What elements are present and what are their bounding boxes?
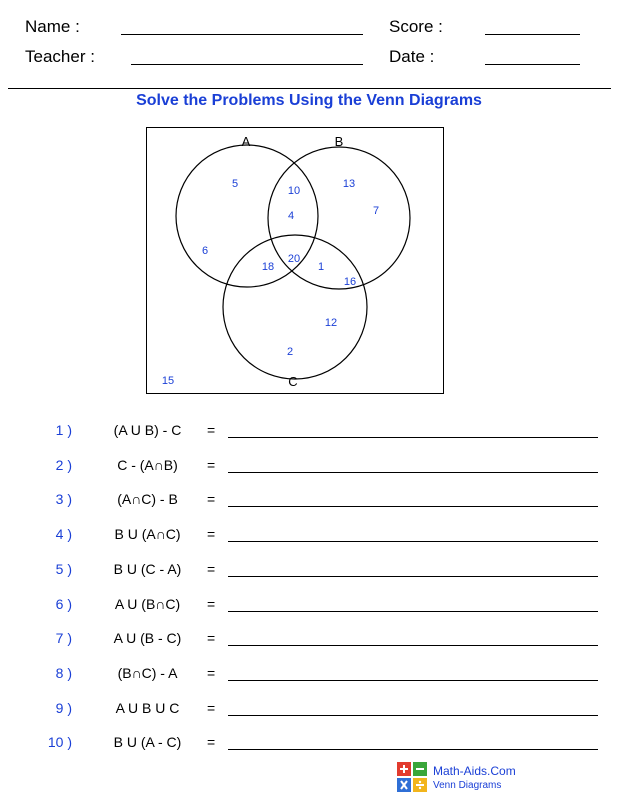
question-row [0, 491, 618, 513]
answer-line[interactable] [228, 645, 598, 646]
teacher-label: Teacher : [25, 47, 95, 66]
equals-sign: = [207, 422, 216, 438]
region-ab-only: 4 [287, 210, 295, 222]
equals-sign: = [207, 734, 216, 751]
region-bc-only: 1 [317, 261, 325, 273]
region-outside: 15 [161, 375, 175, 387]
answer-line[interactable] [228, 437, 598, 438]
date-field[interactable] [485, 64, 580, 65]
answer-line[interactable] [228, 715, 598, 716]
region-bc-lower: 16 [343, 276, 357, 288]
question-number: 9 ) [55, 699, 72, 716]
question-number: 1 ) [55, 422, 72, 438]
question-row [0, 665, 618, 687]
region-ac-only: 18 [261, 261, 275, 273]
name-label: Name : [25, 17, 80, 36]
question-expression: B U (C - A) [113, 560, 182, 577]
footer-site: Math-Aids.Com [433, 764, 516, 778]
equals-sign: = [207, 664, 216, 681]
region-abc: 20 [287, 253, 301, 265]
answer-line[interactable] [228, 680, 598, 681]
teacher-field[interactable] [131, 64, 363, 65]
venn-diagram [146, 127, 444, 394]
question-row [0, 734, 618, 756]
header-divider [8, 88, 611, 89]
equals-sign: = [207, 526, 216, 543]
answer-line[interactable] [228, 576, 598, 577]
region-a-only: 5 [231, 178, 239, 190]
question-expression: A U B U C [115, 699, 180, 716]
equals-sign: = [207, 595, 216, 612]
question-number: 10 ) [47, 734, 72, 751]
answer-line[interactable] [228, 541, 598, 542]
question-row [0, 630, 618, 652]
region-b-only-right: 7 [372, 205, 380, 217]
question-number: 7 ) [55, 630, 72, 647]
set-label-b: B [334, 134, 344, 149]
equals-sign: = [207, 491, 216, 508]
question-number: 2 ) [55, 456, 72, 473]
name-field[interactable] [121, 34, 363, 35]
date-label: Date : [389, 47, 435, 66]
question-number: 5 ) [55, 560, 72, 577]
region-b-only-top: 13 [342, 178, 356, 190]
region-a-only-lower: 6 [201, 245, 209, 257]
equals-sign: = [207, 456, 216, 473]
question-row [0, 526, 618, 548]
question-expression: B U (A∩C) [114, 526, 181, 543]
question-number: 6 ) [55, 595, 72, 612]
question-number: 3 ) [55, 491, 72, 508]
question-row [0, 700, 618, 722]
page-title: Solve the Problems Using the Venn Diagrams [136, 92, 482, 109]
equals-sign: = [207, 699, 216, 716]
score-field[interactable] [485, 34, 580, 35]
question-expression: (A∩C) - B [117, 491, 178, 508]
footer-subtitle: Venn Diagrams [433, 780, 502, 791]
question-row [0, 457, 618, 479]
set-label-a: A [241, 134, 251, 149]
answer-line[interactable] [228, 472, 598, 473]
score-label: Score : [389, 17, 443, 36]
equals-sign: = [207, 560, 216, 577]
question-number: 4 ) [55, 526, 72, 543]
question-row [0, 561, 618, 583]
question-expression: B U (A - C) [113, 734, 182, 751]
region-c-only-lower: 2 [286, 346, 294, 358]
region-c-only-upper: 12 [324, 317, 338, 329]
question-row [0, 422, 618, 444]
question-expression: A U (B∩C) [114, 595, 181, 612]
math-aids-logo-icon [396, 761, 428, 793]
question-number: 8 ) [55, 664, 72, 681]
answer-line[interactable] [228, 506, 598, 507]
equals-sign: = [207, 630, 216, 647]
question-expression: (B∩C) - A [117, 664, 178, 681]
question-expression: (A U B) - C [113, 422, 182, 438]
answer-line[interactable] [228, 611, 598, 612]
set-label-c: C [288, 374, 298, 389]
circle-a [176, 145, 318, 287]
region-ab-top: 10 [287, 185, 301, 197]
question-expression: A U (B - C) [113, 630, 182, 647]
question-expression: C - (A∩B) [117, 456, 178, 473]
answer-line[interactable] [228, 749, 598, 750]
question-row [0, 596, 618, 618]
